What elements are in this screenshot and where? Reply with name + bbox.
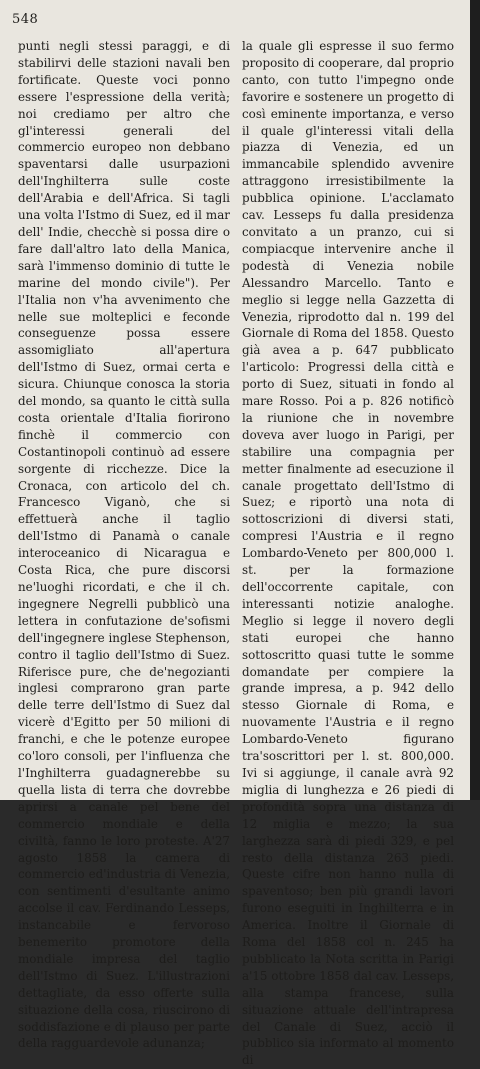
- scan-edge: [470, 0, 480, 800]
- right-column-text: la quale gli espresse il suo fermo proposito di cooperare, dal proprio canto, con tutto l'impegno onde favorire e sostenere un progetto di così eminente importanza, e verso il quale gl'interessi vitali della piazza di Venezia, ed un immancabile splendido avvenire attraggono irresistibilmente la pubblica opinione. L'acclamato cav. Lesseps fu dalla presidenza convitato a un pranzo, cui si compiacque intervenire anche il podestà di Venezia nobile Alessandro Marcello. Tanto e meglio si legge nella Gazzetta di Venezia, riprodotto dal n. 199 del Giornale di Roma del 1858. Questo già avea a p. 647 pubblicato l'articolo: Progressi della città e porto di Suez, situati in fondo al mare Rosso. Poi a p. 826 notificò la riunione che in novembre doveva aver luogo in Parigi, per stabilire una compagnia per metter finalmente ad esecuzione il canale progettato dell'Istmo di Suez; e riportò una nota di sottoscrizioni di diversi stati, compresi l'Austria e il regno Lombardo-Veneto per 800,000 l. st. per la formazione dell'occorrente capitale, con interessanti notizie analoghe. Meglio si legge il novero degli stati europei che hanno sottoscritto quasi tutte le somme domandate per compiere la grande impresa, a p. 942 dello stesso Giornale di Roma, e nuovamente l'Austria e il regno Lombardo-Veneto figurano tra'soscrittori per l. st. 800,000. Ivi si aggiunge, il canale avrà 92 miglia di lunghezza e 26 piedi di profondità sopra una distanza di 12 miglia e mezzo; la sua larghezza sarà di piedi 329, e pel resto della distanza 263 piedi. Queste cifre non hanno nulla di spaventoso; ben più grandi lavori furono eseguiti in Inghilterra e in America. Inoltre il Giornale di Roma del 1858 col n. 245 ha pubblicato la Nota scritta in Parigi a'15 ottobre 1858 dal cav. Lesseps, alla stampa francese, sulla situazione attuale dell'intrapresa del Canale di Suez, acciò il pubblico sia informato al momento di: [242, 39, 454, 1068]
- text-columns: [18, 38, 454, 1068]
- left-column-text: punti negli stessi paraggi, e di stabilirvi delle stazioni navali ben fortificate. Queste voci ponno essere l'espressione della verità; noi crediamo per altro che gl'interessi generali del commercio europeo non debbano spaventarsi dalle usurpazioni dell'Inghilterra sulle coste dell'Arabia e dell'Africa. Si tagli una volta l'Istmo di Suez, ed il mar dell' Indie, checchè si possa dire o fare dall'altro lato della Manica, sarà l'immenso dominio di tutte le marine del mondo civile"). Per l'Italia non v'ha avvenimento che nelle sue molteplici e feconde conseguenze possa essere assomigliato all'apertura dell'Istmo di Suez, ormai certa e sicura. Chiunque conosca la storia del mondo, sa quanto le città sulla costa orientale d'Italia fiorirono finchè il commercio con Costantinopoli continuò ad essere sorgente di ricchezze. Dice la Cronaca, con articolo del ch. Francesco Viganò, che si effettuerà anche il taglio dell'Istmo di Panamà o canale interoceanico di Nicaragua e Costa Rica, che pure discorsi ne'luoghi ricordati, e che il ch. ingegnere Negrelli pubblicò una lettera in confutazione de'sofismi dell'ingegnere inglese Stephenson, contro il taglio dell'Istmo di Suez. Riferisce pure, che de'negozianti inglesi comprarono gran parte delle terre dell'Istmo di Suez dal vicerè d'Egitto per 50 milioni di franchi, e che le potenze europee co'loro consoli, per l'influenza che l'Inghilterra guadagnerebbe su quella lista di terra che dovrebbe aprirsi a canale pel bene del commercio mondiale e della civiltà, fanno le loro proteste. A'27 agosto 1858 la camera di commercio ed'industria di Venezia, con sentimenti d'esultante animo accolse il cav. Ferdinando Lesseps, instancabile e fervoroso benemerito promotore della mondiale impresa del taglio dell'Istmo di Suez. L'illustrazioni dettagliate, da esso offerte sulla situazione della cosa, riuscirono di soddisfazione e di plauso per parte della ragguardevole adunanza;: [18, 39, 230, 1051]
- left-column: [18, 38, 230, 1051]
- page-number: 548: [12, 12, 39, 27]
- right-column: [242, 38, 454, 1068]
